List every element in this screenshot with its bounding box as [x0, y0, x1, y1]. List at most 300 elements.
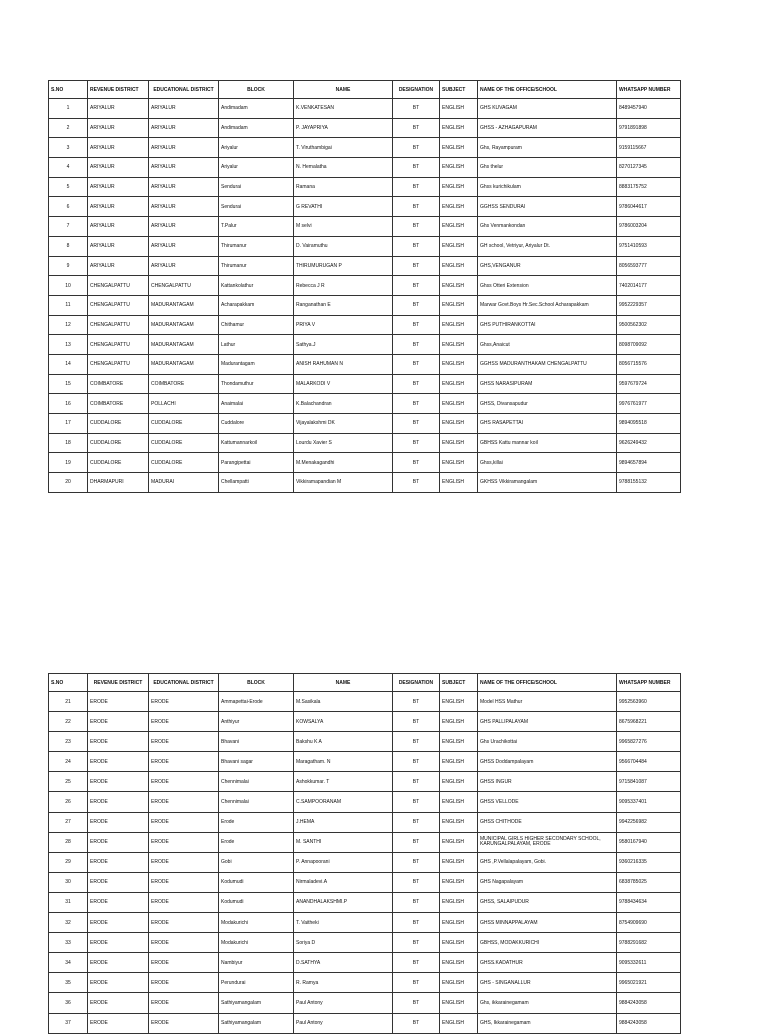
- cell-sno: 21: [49, 692, 88, 712]
- cell-designation: BT: [393, 933, 440, 953]
- cell-revenue-district: ERODE: [88, 792, 149, 812]
- cell-educational-district: ARIYALUR: [149, 158, 219, 178]
- cell-revenue-district: ARIYALUR: [88, 217, 149, 237]
- cell-educational-district: ERODE: [149, 772, 219, 792]
- cell-subject: ENGLISH: [440, 692, 478, 712]
- table-row: [49, 473, 681, 493]
- cell-whatsapp: 8270127345: [617, 158, 681, 178]
- cell-name: PRIYA V: [294, 315, 393, 335]
- cell-name: M.Sasikala: [294, 692, 393, 712]
- table-row: [49, 354, 681, 374]
- cell-whatsapp: 9788291682: [617, 933, 681, 953]
- cell-whatsapp: 9786044617: [617, 197, 681, 217]
- cell-designation: BT: [393, 832, 440, 852]
- table-row: [49, 99, 681, 119]
- cell-sno: 6: [49, 197, 88, 217]
- cell-block: Thirumanur: [219, 236, 294, 256]
- cell-sno: 37: [49, 1013, 88, 1033]
- cell-whatsapp: 8489457940: [617, 99, 681, 119]
- cell-revenue-district: ERODE: [88, 852, 149, 872]
- cell-designation: BT: [393, 374, 440, 394]
- cell-designation: BT: [393, 712, 440, 732]
- cell-designation: BT: [393, 236, 440, 256]
- cell-office: GHSS - AZHAGAPURAM: [478, 118, 617, 138]
- cell-block: Bhavani sagar: [219, 752, 294, 772]
- table-row: [49, 236, 681, 256]
- header-subject: SUBJECT: [440, 81, 478, 99]
- cell-whatsapp: 9965021921: [617, 973, 681, 993]
- cell-designation: BT: [393, 473, 440, 493]
- table-body: [49, 692, 681, 1034]
- cell-revenue-district: ERODE: [88, 892, 149, 912]
- cell-office: GHSS.KADATHUR: [478, 953, 617, 973]
- cell-whatsapp: 9894095518: [617, 414, 681, 434]
- cell-subject: ENGLISH: [440, 872, 478, 892]
- cell-block: Kattumannarkoil: [219, 433, 294, 453]
- cell-block: Andimadam: [219, 99, 294, 119]
- header-office: NAME OF THE OFFICE/SCHOOL: [478, 81, 617, 99]
- cell-subject: ENGLISH: [440, 197, 478, 217]
- header-block: BLOCK: [219, 81, 294, 99]
- table-row: [49, 256, 681, 276]
- table-row: [49, 138, 681, 158]
- cell-block: Modakurichi: [219, 933, 294, 953]
- cell-sno: 15: [49, 374, 88, 394]
- cell-name: Bakshu K A: [294, 732, 393, 752]
- table-row: [49, 872, 681, 892]
- cell-block: Andimadam: [219, 118, 294, 138]
- cell-block: Anaimalai: [219, 394, 294, 414]
- cell-office: Ghss,Anaicut: [478, 335, 617, 355]
- header-designation: DESIGNATION: [393, 81, 440, 99]
- header-revenue-district: REVENUE DISTRICT: [88, 674, 149, 692]
- cell-name: G REVATHI: [294, 197, 393, 217]
- cell-subject: ENGLISH: [440, 295, 478, 315]
- cell-revenue-district: CUDDALORE: [88, 433, 149, 453]
- cell-office: GHSS, Divansapudur: [478, 394, 617, 414]
- cell-subject: ENGLISH: [440, 1013, 478, 1033]
- cell-office: Model HSS Mathur: [478, 692, 617, 712]
- cell-name: MALARKODI V: [294, 374, 393, 394]
- cell-subject: ENGLISH: [440, 335, 478, 355]
- cell-office: GKHSS Vikkiramangalam: [478, 473, 617, 493]
- cell-designation: BT: [393, 913, 440, 933]
- header-whatsapp: WHATSAPP NUMBER: [617, 674, 681, 692]
- table-row: [49, 335, 681, 355]
- cell-whatsapp: 9786003204: [617, 217, 681, 237]
- cell-revenue-district: CHENGALPATTU: [88, 276, 149, 296]
- cell-sno: 1: [49, 99, 88, 119]
- cell-subject: ENGLISH: [440, 177, 478, 197]
- cell-whatsapp: 9751410593: [617, 236, 681, 256]
- cell-subject: ENGLISH: [440, 832, 478, 852]
- cell-block: Chennimalai: [219, 792, 294, 812]
- cell-educational-district: ERODE: [149, 692, 219, 712]
- cell-whatsapp: 9791891898: [617, 118, 681, 138]
- cell-whatsapp: 9597679724: [617, 374, 681, 394]
- cell-revenue-district: ARIYALUR: [88, 197, 149, 217]
- cell-name: K.VENKATESAN: [294, 99, 393, 119]
- cell-office: GHSS MINNAPPALAYAM: [478, 913, 617, 933]
- table-row: [49, 433, 681, 453]
- cell-revenue-district: ERODE: [88, 712, 149, 732]
- cell-block: Ariyalur: [219, 138, 294, 158]
- cell-designation: BT: [393, 772, 440, 792]
- cell-sno: 18: [49, 433, 88, 453]
- cell-designation: BT: [393, 256, 440, 276]
- cell-revenue-district: ERODE: [88, 812, 149, 832]
- cell-sno: 13: [49, 335, 88, 355]
- cell-sno: 2: [49, 118, 88, 138]
- cell-educational-district: ARIYALUR: [149, 99, 219, 119]
- cell-subject: ENGLISH: [440, 973, 478, 993]
- table-row: [49, 792, 681, 812]
- cell-whatsapp: 8098709092: [617, 335, 681, 355]
- cell-subject: ENGLISH: [440, 99, 478, 119]
- cell-sno: 31: [49, 892, 88, 912]
- cell-sno: 5: [49, 177, 88, 197]
- cell-block: Nambiyur: [219, 953, 294, 973]
- cell-revenue-district: COIMBATORE: [88, 374, 149, 394]
- cell-block: Madurantagam: [219, 354, 294, 374]
- table-row: [49, 752, 681, 772]
- cell-office: GGHSS MADURANTHAKAM CHENGALPATTU: [478, 354, 617, 374]
- cell-subject: ENGLISH: [440, 752, 478, 772]
- cell-educational-district: ARIYALUR: [149, 236, 219, 256]
- cell-whatsapp: 9884243058: [617, 1013, 681, 1033]
- cell-subject: ENGLISH: [440, 993, 478, 1013]
- cell-block: Chennimalai: [219, 772, 294, 792]
- cell-designation: BT: [393, 852, 440, 872]
- cell-name: Ashokkumar. T: [294, 772, 393, 792]
- table-header-row: [49, 81, 681, 99]
- cell-office: GHS PALLIPALAYAM: [478, 712, 617, 732]
- cell-name: ANANDHALAKSHMI.P: [294, 892, 393, 912]
- cell-block: Ammapettai-Erode: [219, 692, 294, 712]
- cell-sno: 8: [49, 236, 88, 256]
- table-row: [49, 197, 681, 217]
- table-row: [49, 933, 681, 953]
- cell-name: P. JAYAPRIYA: [294, 118, 393, 138]
- cell-sno: 33: [49, 933, 88, 953]
- cell-educational-district: ERODE: [149, 1013, 219, 1033]
- table-row: [49, 973, 681, 993]
- cell-office: GHS Nagapalayam: [478, 872, 617, 892]
- cell-revenue-district: ERODE: [88, 772, 149, 792]
- cell-designation: BT: [393, 953, 440, 973]
- header-name: NAME: [294, 674, 393, 692]
- cell-designation: BT: [393, 118, 440, 138]
- cell-designation: BT: [393, 276, 440, 296]
- cell-subject: ENGLISH: [440, 732, 478, 752]
- cell-name: Ranganathan E: [294, 295, 393, 315]
- cell-sno: 3: [49, 138, 88, 158]
- cell-office: GHS RASAPETTAI: [478, 414, 617, 434]
- cell-office: GHS PUTHIRANKOTTAI: [478, 315, 617, 335]
- cell-whatsapp: 9159115667: [617, 138, 681, 158]
- cell-sno: 24: [49, 752, 88, 772]
- table-row: [49, 158, 681, 178]
- cell-block: Sathiyamangalam: [219, 993, 294, 1013]
- cell-sno: 20: [49, 473, 88, 493]
- cell-revenue-district: ARIYALUR: [88, 99, 149, 119]
- cell-educational-district: ERODE: [149, 933, 219, 953]
- cell-office: GHS ,P.Vellalapalayam, Gobi.: [478, 852, 617, 872]
- cell-whatsapp: 9942256982: [617, 812, 681, 832]
- table-row: [49, 453, 681, 473]
- cell-sno: 34: [49, 953, 88, 973]
- cell-revenue-district: ARIYALUR: [88, 177, 149, 197]
- table-row: [49, 732, 681, 752]
- table-row: [49, 832, 681, 852]
- cell-designation: BT: [393, 973, 440, 993]
- cell-educational-district: ERODE: [149, 812, 219, 832]
- cell-subject: ENGLISH: [440, 433, 478, 453]
- cell-revenue-district: ERODE: [88, 913, 149, 933]
- cell-sno: 35: [49, 973, 88, 993]
- cell-whatsapp: 9095337401: [617, 792, 681, 812]
- cell-revenue-district: ERODE: [88, 993, 149, 1013]
- table-row: [49, 217, 681, 237]
- cell-whatsapp: 9095332611: [617, 953, 681, 973]
- cell-whatsapp: 9566704484: [617, 752, 681, 772]
- cell-sno: 16: [49, 394, 88, 414]
- cell-sno: 4: [49, 158, 88, 178]
- cell-educational-district: ERODE: [149, 973, 219, 993]
- cell-revenue-district: ERODE: [88, 752, 149, 772]
- cell-revenue-district: CUDDALORE: [88, 414, 149, 434]
- cell-designation: BT: [393, 158, 440, 178]
- cell-office: GGHSS SENDURAI: [478, 197, 617, 217]
- table-row: [49, 315, 681, 335]
- cell-name: M. SANTHI: [294, 832, 393, 852]
- table-header-row: [49, 674, 681, 692]
- cell-name: Paul Antony: [294, 1013, 393, 1033]
- cell-whatsapp: 8675968221: [617, 712, 681, 732]
- cell-whatsapp: 9952229357: [617, 295, 681, 315]
- header-revenue-district: REVENUE DISTRICT: [88, 81, 149, 99]
- cell-sno: 12: [49, 315, 88, 335]
- cell-name: M.Menakagandhi: [294, 453, 393, 473]
- cell-block: Perundurai: [219, 973, 294, 993]
- cell-block: Sendurai: [219, 197, 294, 217]
- cell-office: Ghss,killai: [478, 453, 617, 473]
- cell-office: GHSS NARASIPURAM: [478, 374, 617, 394]
- cell-sno: 7: [49, 217, 88, 237]
- header-educational-district: EDUCATIONAL DISTRICT: [149, 674, 219, 692]
- cell-educational-district: MADURANTAGAM: [149, 295, 219, 315]
- cell-revenue-district: COIMBATORE: [88, 394, 149, 414]
- cell-educational-district: MADURANTAGAM: [149, 315, 219, 335]
- cell-office: GHSS INGUR: [478, 772, 617, 792]
- cell-educational-district: ARIYALUR: [149, 177, 219, 197]
- cell-subject: ENGLISH: [440, 453, 478, 473]
- cell-subject: ENGLISH: [440, 138, 478, 158]
- cell-educational-district: ARIYALUR: [149, 217, 219, 237]
- table-row: [49, 295, 681, 315]
- cell-whatsapp: 7402014177: [617, 276, 681, 296]
- cell-block: Sendurai: [219, 177, 294, 197]
- cell-block: Lathur: [219, 335, 294, 355]
- cell-revenue-district: ERODE: [88, 732, 149, 752]
- cell-whatsapp: 8056593777: [617, 256, 681, 276]
- cell-subject: ENGLISH: [440, 315, 478, 335]
- cell-office: Ghs Urachikottai: [478, 732, 617, 752]
- cell-sno: 30: [49, 872, 88, 892]
- cell-sno: 32: [49, 913, 88, 933]
- cell-designation: BT: [393, 394, 440, 414]
- cell-designation: BT: [393, 335, 440, 355]
- cell-designation: BT: [393, 692, 440, 712]
- cell-educational-district: ERODE: [149, 852, 219, 872]
- cell-subject: ENGLISH: [440, 812, 478, 832]
- cell-block: Kodumudi: [219, 892, 294, 912]
- cell-office: GHSS VELLODE: [478, 792, 617, 812]
- cell-revenue-district: ARIYALUR: [88, 118, 149, 138]
- cell-subject: ENGLISH: [440, 933, 478, 953]
- cell-revenue-district: ARIYALUR: [88, 236, 149, 256]
- table-row: [49, 913, 681, 933]
- cell-designation: BT: [393, 177, 440, 197]
- cell-sno: 9: [49, 256, 88, 276]
- cell-revenue-district: ERODE: [88, 692, 149, 712]
- cell-block: Chithamur: [219, 315, 294, 335]
- cell-whatsapp: 6838785025: [617, 872, 681, 892]
- cell-educational-district: ERODE: [149, 993, 219, 1013]
- cell-educational-district: MADURAI: [149, 473, 219, 493]
- cell-name: Vikkiramapandian M: [294, 473, 393, 493]
- cell-revenue-district: CHENGALPATTU: [88, 315, 149, 335]
- cell-block: Ariyalur: [219, 158, 294, 178]
- table-row: [49, 712, 681, 732]
- cell-sno: 22: [49, 712, 88, 732]
- cell-office: Ghss kurichikulam: [478, 177, 617, 197]
- table-row: [49, 394, 681, 414]
- cell-whatsapp: 9500562302: [617, 315, 681, 335]
- cell-office: Ghs, Rayampuram: [478, 138, 617, 158]
- cell-block: Anthiyur: [219, 712, 294, 732]
- cell-name: KOWSALYA: [294, 712, 393, 732]
- cell-designation: BT: [393, 872, 440, 892]
- table-row: [49, 812, 681, 832]
- cell-designation: BT: [393, 1013, 440, 1033]
- cell-subject: ENGLISH: [440, 473, 478, 493]
- cell-whatsapp: 9788155132: [617, 473, 681, 493]
- cell-designation: BT: [393, 993, 440, 1013]
- cell-block: Bhavani: [219, 732, 294, 752]
- cell-educational-district: ARIYALUR: [149, 197, 219, 217]
- cell-name: ANISH RAHUMAN N: [294, 354, 393, 374]
- cell-office: Ghss Otteri Extension: [478, 276, 617, 296]
- cell-revenue-district: ARIYALUR: [88, 256, 149, 276]
- header-designation: DESIGNATION: [393, 674, 440, 692]
- cell-designation: BT: [393, 752, 440, 772]
- cell-name: THIRUMURUGAN P: [294, 256, 393, 276]
- cell-name: D. Vairamuthu: [294, 236, 393, 256]
- cell-whatsapp: 9626249432: [617, 433, 681, 453]
- cell-sno: 36: [49, 993, 88, 1013]
- cell-educational-district: COIMBATORE: [149, 374, 219, 394]
- cell-educational-district: POLLACHI: [149, 394, 219, 414]
- cell-subject: ENGLISH: [440, 118, 478, 138]
- cell-revenue-district: ERODE: [88, 1013, 149, 1033]
- cell-block: Erode: [219, 832, 294, 852]
- cell-designation: BT: [393, 792, 440, 812]
- cell-revenue-district: ERODE: [88, 973, 149, 993]
- table-row: [49, 772, 681, 792]
- teacher-table-page-2: [48, 673, 681, 1034]
- table-row: [49, 177, 681, 197]
- cell-revenue-district: ARIYALUR: [88, 138, 149, 158]
- cell-name: Vijayalakshmi DK: [294, 414, 393, 434]
- cell-educational-district: CUDDALORE: [149, 453, 219, 473]
- cell-sno: 25: [49, 772, 88, 792]
- cell-educational-district: ARIYALUR: [149, 138, 219, 158]
- table-body: [49, 99, 681, 493]
- cell-educational-district: ERODE: [149, 752, 219, 772]
- cell-subject: ENGLISH: [440, 158, 478, 178]
- cell-subject: ENGLISH: [440, 256, 478, 276]
- cell-sno: 19: [49, 453, 88, 473]
- cell-designation: BT: [393, 453, 440, 473]
- header-whatsapp: WHATSAPP NUMBER: [617, 81, 681, 99]
- cell-sno: 23: [49, 732, 88, 752]
- cell-educational-district: CUDDALORE: [149, 433, 219, 453]
- cell-educational-district: CUDDALORE: [149, 414, 219, 434]
- cell-educational-district: ARIYALUR: [149, 118, 219, 138]
- cell-revenue-district: DHARMAPURI: [88, 473, 149, 493]
- cell-educational-district: ARIYALUR: [149, 256, 219, 276]
- cell-name: C.SAMPOORANAM: [294, 792, 393, 812]
- cell-revenue-district: ERODE: [88, 832, 149, 852]
- cell-block: Erode: [219, 812, 294, 832]
- header-name: NAME: [294, 81, 393, 99]
- cell-subject: ENGLISH: [440, 354, 478, 374]
- cell-revenue-district: CHENGALPATTU: [88, 295, 149, 315]
- cell-block: Modakurichi: [219, 913, 294, 933]
- cell-name: R. Ramya: [294, 973, 393, 993]
- cell-whatsapp: 9976761977: [617, 394, 681, 414]
- cell-designation: BT: [393, 414, 440, 434]
- cell-sno: 14: [49, 354, 88, 374]
- cell-sno: 17: [49, 414, 88, 434]
- cell-name: P. Annapoorani: [294, 852, 393, 872]
- cell-whatsapp: 9360216335: [617, 852, 681, 872]
- cell-whatsapp: 9952563960: [617, 692, 681, 712]
- cell-subject: ENGLISH: [440, 792, 478, 812]
- table-row: [49, 1013, 681, 1033]
- cell-subject: ENGLISH: [440, 236, 478, 256]
- cell-block: Thirumanur: [219, 256, 294, 276]
- header-sno: S.NO: [49, 674, 88, 692]
- header-office: NAME OF THE OFFICE/SCHOOL: [478, 674, 617, 692]
- cell-educational-district: ERODE: [149, 732, 219, 752]
- cell-name: N. Hemalatha: [294, 158, 393, 178]
- cell-sno: 10: [49, 276, 88, 296]
- cell-subject: ENGLISH: [440, 374, 478, 394]
- cell-office: GHS - SINGANALLUR: [478, 973, 617, 993]
- table-row: [49, 892, 681, 912]
- cell-whatsapp: 9884243058: [617, 993, 681, 1013]
- table-row: [49, 852, 681, 872]
- cell-office: GBHSS Kattu mannar koil: [478, 433, 617, 453]
- table-row: [49, 692, 681, 712]
- cell-revenue-district: CHENGALPATTU: [88, 335, 149, 355]
- table-row: [49, 276, 681, 296]
- cell-name: Nirmaladevi.A: [294, 872, 393, 892]
- cell-subject: ENGLISH: [440, 953, 478, 973]
- cell-subject: ENGLISH: [440, 394, 478, 414]
